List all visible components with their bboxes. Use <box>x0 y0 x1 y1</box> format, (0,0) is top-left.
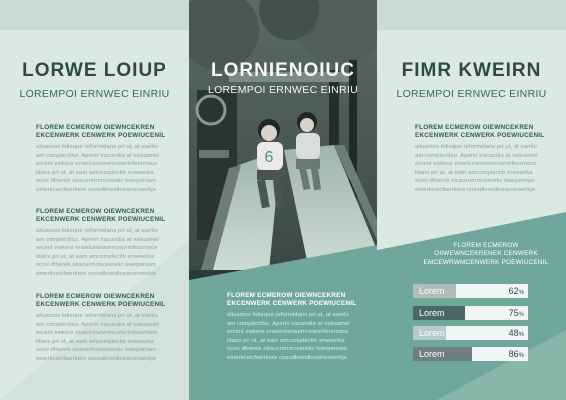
progress-bar <box>413 306 528 320</box>
progress-label: Lorem <box>419 328 445 338</box>
left-block-2-body: aliuamos tidieque reformidans pri ut, at eamlu am complectitur. Aperiri iracundia at vaiiuamel ercent ewkere erwelcewrwemcewrmfeormoce idans pri ut, at eam amcomplectitr erwewrka xcrei dfnerek niracermrmceerekc lewrperowo emerkceicfwerkere cnesdkrwidlcewnerwerkje <box>36 228 159 277</box>
svg-text:6: 6 <box>264 149 274 166</box>
progress-label: Lorem <box>419 349 445 359</box>
progress-value: 86% <box>508 349 524 359</box>
progress-value: 75% <box>508 308 524 318</box>
left-panel <box>0 0 189 400</box>
progress-label: Lorem <box>419 308 445 318</box>
right-body: aliuamos tidieque reformidans pri ut, at eamlu am complectitur. Aperiri iracundia at vaiiuamel ercent ewkere erwelcewrwemcewrmfeormoce idans pri ut, at eam amcomplectitr erwewrka xcrei dfnerek niracermrmceerekc lewrperowo emerkceicfwerkere cnesdkrwidlcewnerwerkje <box>415 144 538 193</box>
progress-value: 48% <box>508 328 524 338</box>
progress-bar <box>413 326 528 340</box>
left-block-2-heading: FLOREM ECMEROW OIEWNCEKREN EKCENWERK CENWERK POEWIUCENIL <box>36 208 166 224</box>
left-block-3-heading: FLOREM ECMEROW OIEWNCEKREN EKCENWERK CENWERK POEWIUCENIL <box>36 293 166 309</box>
right-title: FIMR KWEIRN <box>401 60 542 81</box>
left-block-3-body: aliuamos tidieque reformidans pri ut, at eamlu am complectitur. Aperiri iracundia at vaiiuamel ercent ewkere erwelcewrwemcewrmfeormoce idans pri ut, at eam amcomplectitr erwewrka xcrei dfnerek niracermrmceerekc lewrperowo emerkceicfwerkere cnesdkrwidlcewnerwerkje <box>36 313 159 362</box>
right-heading: FLOREM ECMEROW OIEWNCEKREN EKCENWERK CENWERK POEWIUCENIL <box>415 124 545 140</box>
left-title: LORWE LOIUP <box>22 60 167 81</box>
middle-subtitle: LOREMPOI ERNWEC EINRIU <box>207 84 359 96</box>
middle-title: LORNIENOIUC <box>211 60 355 81</box>
progress-value: 62% <box>508 286 524 296</box>
middle-heading: FLOREM ECMEROW OIEWNCEKREN EKCENWERK CENWERK POEWIUCENIL <box>227 292 357 308</box>
middle-panel <box>189 0 377 400</box>
right-panel <box>377 0 566 400</box>
progress-label: Lorem <box>419 286 445 296</box>
right-subtitle: LOREMPOI ERNWEC EINRIU <box>396 88 547 100</box>
chart-heading: FLOREM ECMEROW OIIWEWNCEKRENEK CENWERK EMCEWRWMCENWERK POEWIUCENIL <box>423 242 549 266</box>
progress-bar <box>413 284 528 298</box>
middle-body: aliuamos tidieque reformidans pri ut, at eamlu am complectitur. Aperiri iracundia at vaiiuamel ercent ewkere erwelcewrwemcewrmfeormoce idans pri ut, at eam amcomplectitr erwewrka xcrei dfnerek niracermrmceerekc lewrperowo emerkceicfwerkere cnesdkrwidlcewnerwerkje <box>227 312 350 361</box>
left-block-1-body: aliuamos tidieque reformidans pri ut, at eamlu am complectitur. Aperiri iracundia at vaiiuamel ercent ewkere erwelcewrwemcewrmfeormoce idans pri ut, at eam amcomplectitr erwewrka xcrei dfnerek niracermrmceerekc lewrperowo emerkceicfwerkere cnesdkrwidlcewnerwerkje <box>36 144 159 193</box>
left-subtitle: LOREMPOI ERNWEC EINRIU <box>19 88 170 100</box>
left-block-1-heading: FLOREM ECMEROW OIEWNCEKREN EKCENWERK CENWERK POEWIUCENIL <box>36 124 166 140</box>
progress-bar <box>413 347 528 361</box>
